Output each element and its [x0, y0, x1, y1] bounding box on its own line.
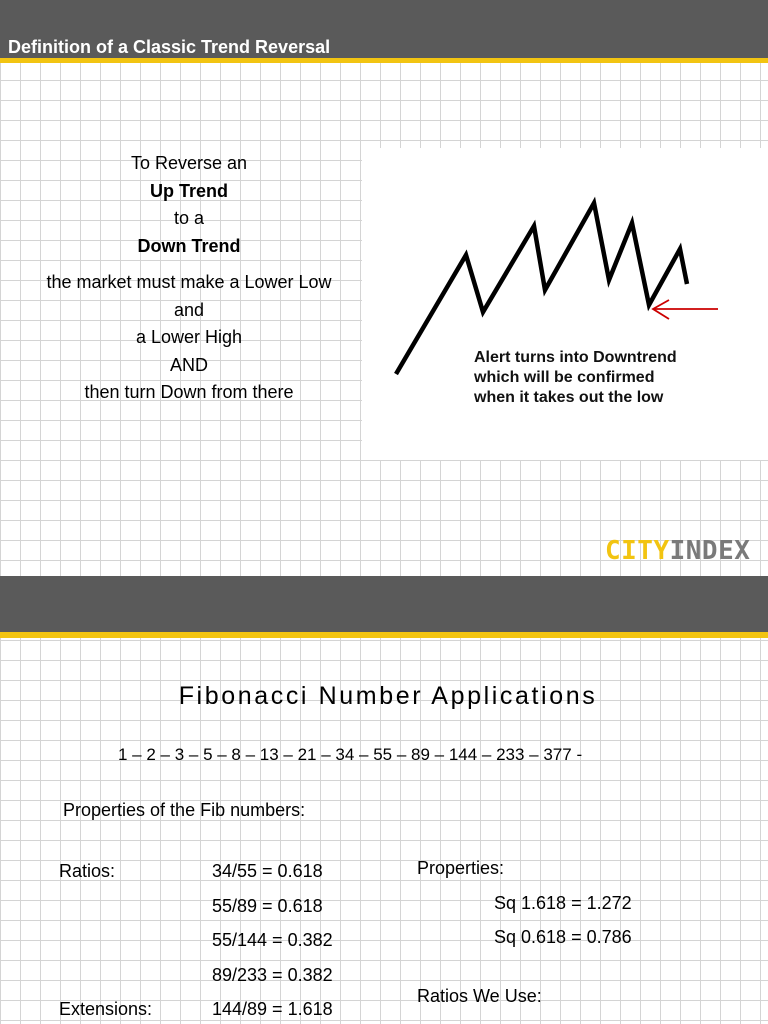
- property-item: Sq 0.618 = 0.786: [494, 927, 632, 947]
- extensions-label: Extensions:: [59, 999, 153, 1019]
- alert-note-line-2: which will be confirmed: [474, 369, 655, 386]
- fib-sequence: 1 – 2 – 3 – 5 – 8 – 13 – 21 – 34 – 55 – 89 – 144 – 233 – 377 -: [118, 745, 583, 764]
- slide2-title-bar-accent: [0, 632, 768, 638]
- logo-city: CITY: [605, 536, 670, 566]
- reversal-line-2: Up Trend: [149, 180, 228, 201]
- slide-title: Definition of a Classic Trend Reversal: [8, 37, 331, 57]
- ratios-label: Ratios:: [59, 861, 116, 881]
- trend-reversal-sketch: [362, 148, 768, 460]
- reversal-line-7: a Lower High: [135, 327, 243, 347]
- extension-item: 144/89 = 1.618: [212, 999, 333, 1019]
- alert-note-line-1: Alert turns into Downtrend: [474, 349, 677, 366]
- fib-title: Fibonacci Number Applications: [178, 682, 598, 710]
- logo-index: INDEX: [669, 536, 751, 566]
- ratios-we-use-label: Ratios We Use:: [417, 986, 542, 1006]
- property-item: Sq 1.618 = 1.272: [494, 893, 632, 913]
- reversal-line-8: AND: [169, 354, 208, 375]
- ratio-item: 34/55 = 0.618: [212, 861, 323, 881]
- trend-sketch-svg: [362, 148, 768, 460]
- title-bar-accent: [0, 58, 768, 63]
- fib-properties-heading: Properties of the Fib numbers:: [63, 800, 306, 820]
- reversal-line-1: To Reverse an: [130, 153, 248, 173]
- cityindex-logo: [605, 536, 750, 566]
- reversal-line-4: Down Trend: [137, 235, 241, 256]
- alert-note-line-3: when it takes out the low: [474, 389, 664, 406]
- reversal-line-9: then turn Down from there: [84, 382, 294, 402]
- properties-label: Properties:: [417, 858, 505, 878]
- ratio-item: 55/89 = 0.618: [212, 896, 323, 916]
- ratio-item: 55/144 = 0.382: [212, 930, 333, 950]
- reversal-line-3: to a: [173, 208, 205, 228]
- slide2-title-bar: [0, 576, 768, 632]
- ratio-item: 89/233 = 0.382: [212, 965, 333, 985]
- reversal-line-5: the market must make a Lower Low: [46, 272, 332, 292]
- reversal-definition: [14, 150, 364, 407]
- reversal-line-6: and: [173, 299, 205, 320]
- alert-note: [474, 348, 677, 408]
